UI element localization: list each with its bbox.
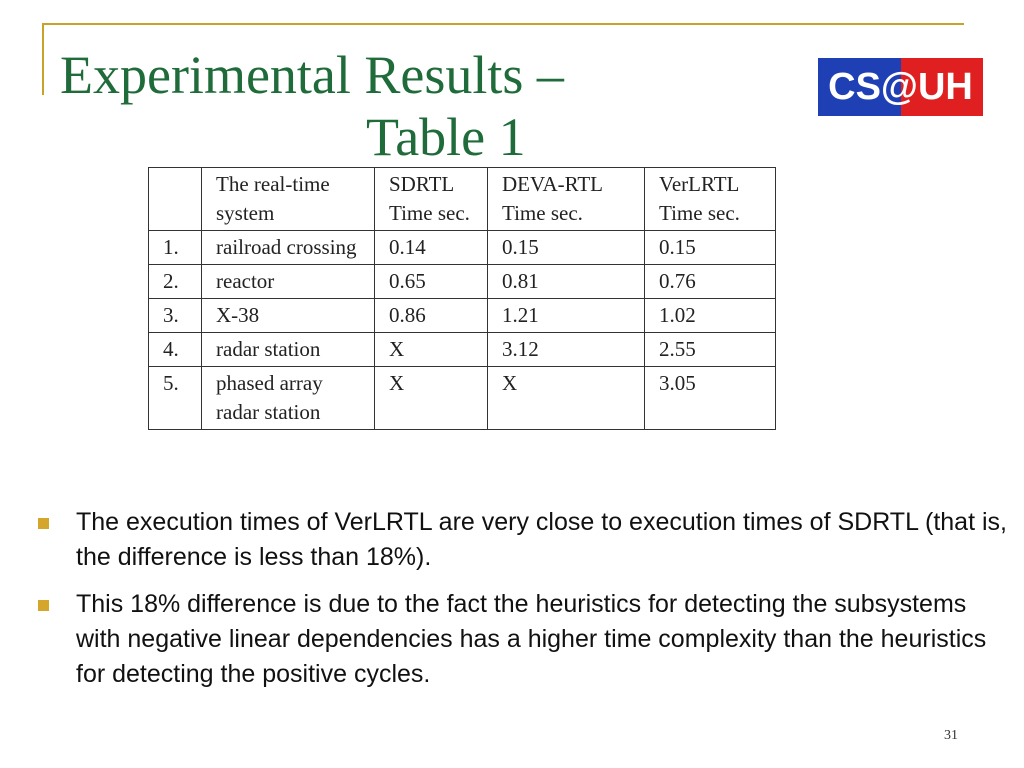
table-cell: 1. [149, 231, 202, 265]
bullet-text: This 18% difference is due to the fact the heuristics for detecting the subsystems with negative linear dependencies has a higher time complexity than the heuristics for detecting the positive cycles. [76, 590, 987, 688]
slide-title [60, 44, 760, 168]
header-cell: The real-time system [202, 168, 375, 231]
header-cell: DEVA-RTL Time sec. [488, 168, 645, 231]
table-cell: 1.02 [645, 299, 776, 333]
table-cell: 0.65 [375, 265, 488, 299]
table-cell: 0.15 [645, 231, 776, 265]
table-cell: X [375, 333, 488, 367]
frame-top-rule [42, 23, 964, 25]
table-cell: 2. [149, 265, 202, 299]
table-cell: railroad crossing [202, 231, 375, 265]
table-cell: 0.14 [375, 231, 488, 265]
table-cell: 1.21 [488, 299, 645, 333]
title-line-1: Experimental Results – [60, 45, 564, 105]
table-row [149, 265, 776, 299]
table-cell: 5. [149, 367, 202, 430]
table-cell: 4. [149, 333, 202, 367]
results-table [148, 167, 776, 430]
page-number: 31 [944, 728, 958, 743]
bullet-list [36, 505, 1016, 704]
table-cell: 3.05 [645, 367, 776, 430]
table-row [149, 367, 776, 430]
table-row [149, 231, 776, 265]
table-cell: X [488, 367, 645, 430]
bullet-item [36, 587, 1016, 692]
header-cell: SDRTL Time sec. [375, 168, 488, 231]
table-cell: 2.55 [645, 333, 776, 367]
frame-left-rule [42, 23, 44, 95]
table-row [149, 299, 776, 333]
square-bullet-icon [38, 518, 49, 529]
bullet-item [36, 505, 1016, 575]
table-cell: 3. [149, 299, 202, 333]
table-cell: X [375, 367, 488, 430]
table-cell: radar station [202, 333, 375, 367]
table-cell: 0.15 [488, 231, 645, 265]
table-cell: X-38 [202, 299, 375, 333]
table-header-row [149, 168, 776, 231]
table-cell: 0.76 [645, 265, 776, 299]
table-cell: phased array radar station [202, 367, 375, 430]
logo-text: CS@UH [828, 65, 973, 108]
cs-uh-logo [818, 58, 983, 116]
table-row [149, 333, 776, 367]
title-line-2: Table 1 [366, 107, 526, 167]
table-cell: 0.81 [488, 265, 645, 299]
table-cell: 3.12 [488, 333, 645, 367]
table-cell: 0.86 [375, 299, 488, 333]
header-cell: VerLRTL Time sec. [645, 168, 776, 231]
square-bullet-icon [38, 600, 49, 611]
bullet-text: The execution times of VerLRTL are very close to execution times of SDRTL (that is, the difference is less than 18%). [76, 508, 1007, 571]
table-cell: reactor [202, 265, 375, 299]
header-cell [149, 168, 202, 231]
